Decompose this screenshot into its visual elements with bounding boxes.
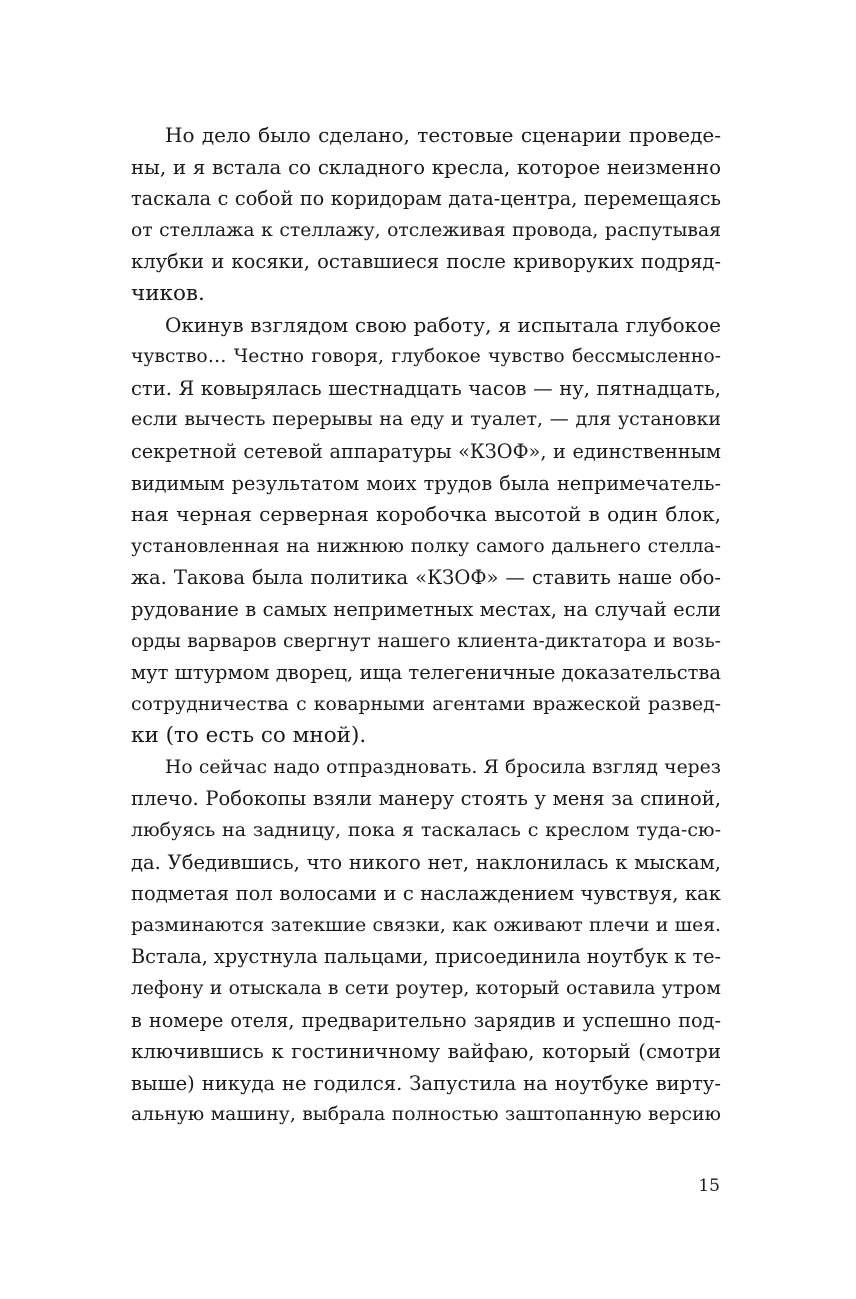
paragraph-1-line-2: ны, и я встала со складного кресла, которое неизменно — [131, 155, 721, 179]
paragraph-2-line-13: сотрудничества с коварными агентами вражеской развед- — [131, 693, 721, 715]
paragraph-2-line-12: мут штурмом дворец, ища телегеничные доказательства — [131, 661, 722, 685]
paragraph-2-line-11: орды варваров свергнут нашего клиента-диктатора и возь- — [131, 630, 721, 652]
paragraph-1-line-6: чиков. — [131, 280, 205, 306]
paragraph-1-line-4: от стеллажа к стеллажу, отслеживая провода, распутывая — [131, 219, 721, 241]
paragraph-1-line-1: Но дело было сделано, тестовые сценарии проведе- — [165, 123, 721, 147]
paragraph-2-line-6: видимым результатом моих трудов была непримечатель- — [131, 471, 721, 495]
paragraph-3-line-2: плечо. Робокопы взяли манеру стоять у меня за спиной, — [131, 787, 721, 811]
paragraph-3-line-4: да. Убедившись, что никого нет, наклонилась к мыскам, — [131, 850, 721, 874]
paragraph-3-line-9: в номере отеля, предварительно зарядив и успешно под- — [131, 1008, 721, 1032]
paragraph-2-line-2: чувство… Честно говоря, глубокое чувство бессмысленно- — [131, 346, 721, 368]
paragraph-3-line-7: Встала, хрустнула пальцами, присоединила ноутбук к те- — [131, 945, 721, 969]
paragraph-3-line-6: разминаются затекшие связки, как оживают плечи и шея. — [131, 914, 721, 936]
paragraph-3-line-11: выше) никуда не годился. Запустила на ноутбуке вирту- — [131, 1071, 721, 1095]
paragraph-2-line-10: рудование в самых неприметных местах, на случай если — [131, 597, 721, 621]
paragraph-1-line-3: таскала с собой по коридорам дата-центра, перемещаясь — [131, 187, 721, 211]
paragraph-3-line-5: подметая пол волосами и с наслаждением чувствуя, как — [131, 882, 721, 906]
body-text — [131, 120, 721, 1131]
paragraph-2-line-1: Окинув взглядом свою работу, я испытала глубокое — [165, 312, 721, 337]
paragraph-3-line-12: альную машину, выбрала полностью заштопанную версию — [131, 1104, 721, 1126]
paragraph-3-line-1: Но сейчас надо отпраздновать. Я бросила взгляд через — [165, 756, 721, 778]
paragraph-2-line-7: ная черная серверная коробочка высотой в один блок, — [131, 502, 721, 527]
paragraph-2-line-14: ки (то есть со мной). — [131, 723, 367, 749]
paragraph-2-line-5: секретной сетевой аппаратуры «КЗОФ», и единственным — [131, 439, 721, 463]
paragraph-1-line-5: клубки и косяки, оставшиеся после криворуких подряд- — [131, 250, 721, 274]
paragraph-3-line-10: ключившись к гостиничному вайфаю, который (смотри — [131, 1040, 721, 1064]
page-number: 15 — [698, 1176, 720, 1196]
paragraph-2-line-4: если вычесть перерывы на еду и туалет, — для установки — [131, 408, 721, 431]
paragraph-3-line-8: лефону и отыскала в сети роутер, который оставила утром — [131, 978, 721, 1000]
paragraph-2-line-3: сти. Я ковырялась шестнадцать часов — ну, пятнадцать, — [131, 376, 721, 400]
paragraph-3-line-3: любуясь на задницу, пока я таскалась с креслом туда-сю- — [131, 819, 721, 842]
paragraph-2-line-9: жа. Такова была политика «КЗОФ» — ставить наше обо- — [131, 566, 721, 590]
paragraph-2-line-8: установленная на нижнюю полку самого дальнего стелла- — [131, 535, 721, 557]
